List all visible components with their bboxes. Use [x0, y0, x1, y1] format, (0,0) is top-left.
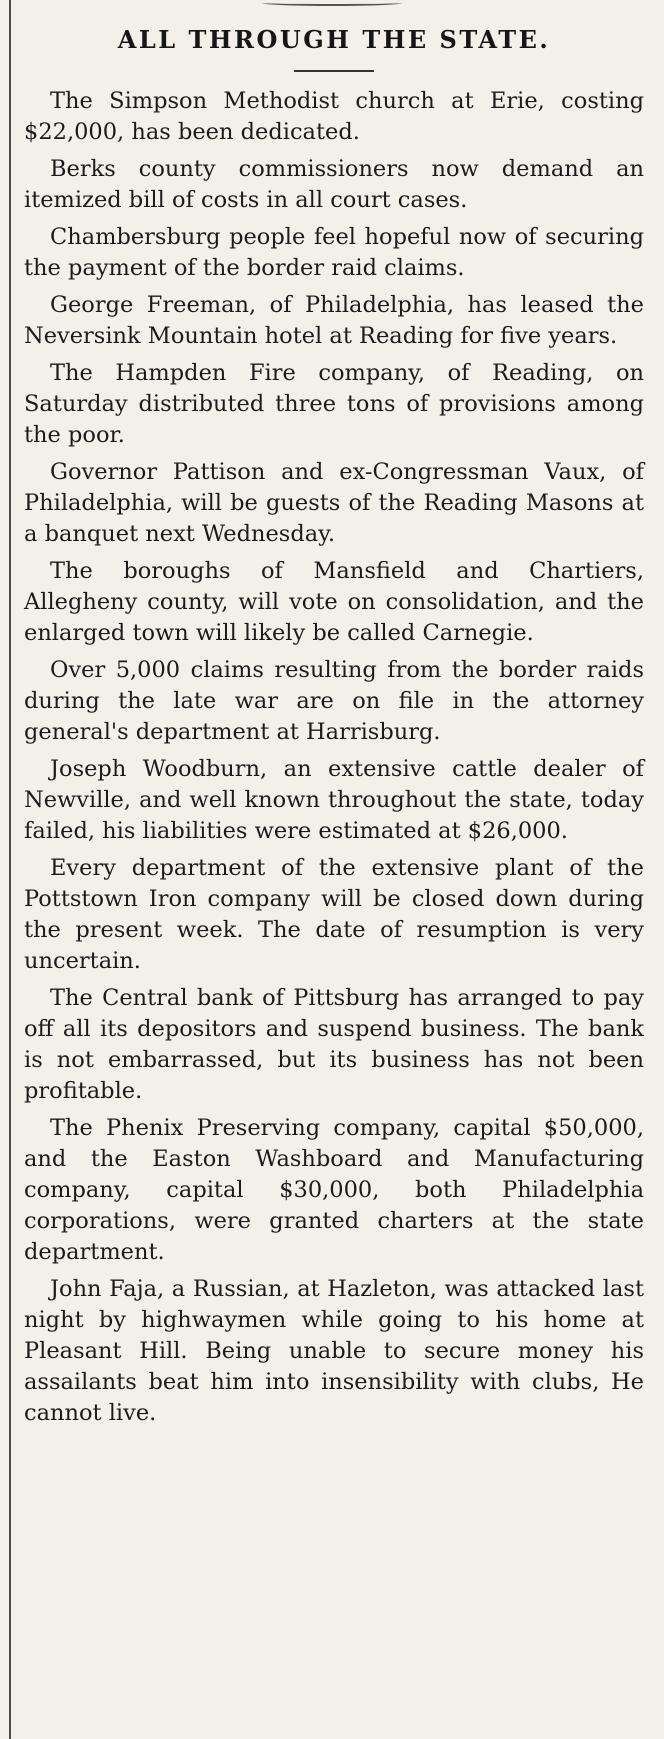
headline: ALL THROUGH THE STATE. — [117, 25, 551, 54]
news-item: The Simpson Methodist church at Erie, costing $22,000, has been dedicated. — [24, 88, 644, 145]
news-item: Governor Pattison and ex-Congressman Vaux, of Philadelphia, will be guests of the Reading Masons at a banquet next Wednesday. — [24, 459, 644, 547]
news-item: Berks county commissioners now demand an itemized bill of costs in all court cases. — [24, 156, 644, 213]
column-rule — [9, 0, 11, 1739]
news-item: The boroughs of Mansfield and Chartiers, Allegheny county, will vote on consolidation, and the enlarged town will likely be called Carnegie. — [24, 558, 644, 646]
headline-divider — [294, 70, 374, 72]
news-item: Over 5,000 claims resulting from the border raids during the late war are on file in the attorney general's department at Harrisburg. — [24, 657, 644, 745]
article-column — [24, 16, 644, 1435]
news-item: Chambersburg people feel hopeful now of securing the payment of the border raid claims. — [24, 224, 644, 281]
news-item: George Freeman, of Philadelphia, has leased the Neversink Mountain hotel at Reading for five years. — [24, 292, 644, 349]
news-item: Every department of the extensive plant of the Pottstown Iron company will be closed down during the present week. The date of resumption is very uncertain. — [24, 855, 644, 974]
news-item: The Hampden Fire company, of Reading, on Saturday distributed three tons of provisions among the poor. — [24, 360, 644, 448]
news-item: The Central bank of Pittsburg has arranged to pay off all its depositors and suspend business. The bank is not embarrassed, but its business has not been profitable. — [24, 985, 644, 1104]
news-item: The Phenix Preserving company, capital $50,000, and the Easton Washboard and Manufacturing company, capital $30,000, both Philadelphia corporations, were granted charters at the state department. — [24, 1115, 644, 1265]
news-item: John Faja, a Russian, at Hazleton, was attacked last night by highwaymen while going to his home at Pleasant Hill. Being unable to secure money his assailants beat him into insensibility with clubs, He cannot live. — [24, 1276, 644, 1426]
top-ornament — [262, 0, 402, 6]
news-item: Joseph Woodburn, an extensive cattle dealer of Newville, and well known throughout the state, today failed, his liabilities were estimated at $26,000. — [24, 756, 644, 844]
